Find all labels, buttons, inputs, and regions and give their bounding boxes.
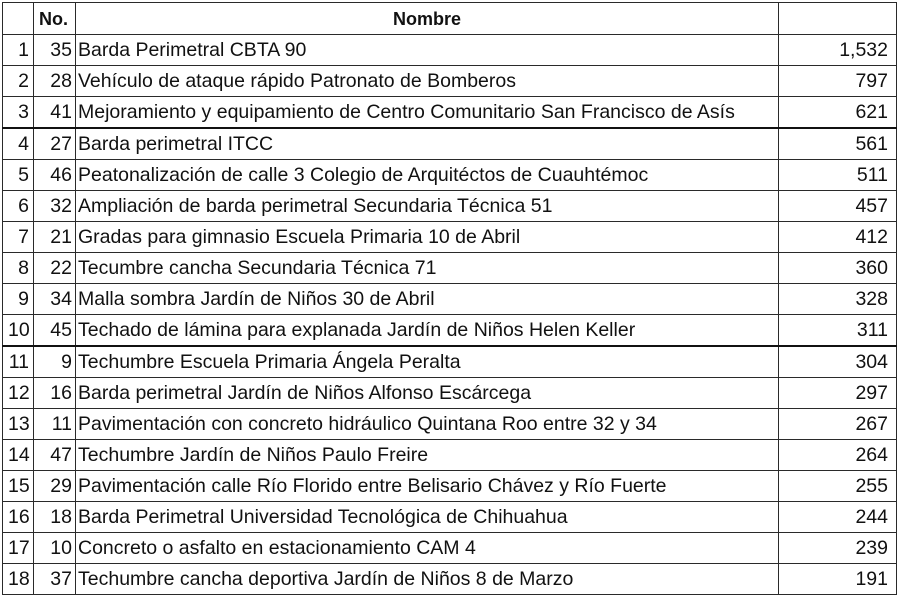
project-name-cell: Barda perimetral ITCC xyxy=(76,128,779,160)
project-number-cell: 10 xyxy=(34,533,76,564)
row-index-cell: 13 xyxy=(3,409,34,440)
project-number-cell: 22 xyxy=(34,253,76,284)
project-number-cell: 29 xyxy=(34,471,76,502)
project-name-cell: Peatonalización de calle 3 Colegio de Arquitéctos de Cuauhtémoc xyxy=(76,160,779,191)
table-row xyxy=(3,66,897,97)
row-index-cell: 15 xyxy=(3,471,34,502)
project-number-cell: 28 xyxy=(34,66,76,97)
row-index-cell: 17 xyxy=(3,533,34,564)
table-row xyxy=(3,564,897,595)
vote-count-cell: 244 xyxy=(779,502,897,533)
row-index-cell: 18 xyxy=(3,564,34,595)
table-row xyxy=(3,471,897,502)
vote-count-cell: 191 xyxy=(779,564,897,595)
project-name-cell: Tecumbre cancha Secundaria Técnica 71 xyxy=(76,253,779,284)
row-index-cell: 11 xyxy=(3,346,34,378)
vote-count-cell: 311 xyxy=(779,315,897,347)
row-index-cell: 10 xyxy=(3,315,34,347)
vote-count-cell: 621 xyxy=(779,97,897,129)
vote-count-cell: 267 xyxy=(779,409,897,440)
project-name-cell: Barda Perimetral Universidad Tecnológica de Chihuahua xyxy=(76,502,779,533)
project-name-cell: Concreto o asfalto en estacionamiento CAM 4 xyxy=(76,533,779,564)
row-index-cell: 3 xyxy=(3,97,34,129)
project-name-cell: Techumbre Escuela Primaria Ángela Peralta xyxy=(76,346,779,378)
row-index-cell: 12 xyxy=(3,378,34,409)
project-number-cell: 18 xyxy=(34,502,76,533)
row-index-cell: 1 xyxy=(3,35,34,66)
table-row xyxy=(3,440,897,471)
project-number-cell: 47 xyxy=(34,440,76,471)
header-name-cell: Nombre xyxy=(76,3,779,35)
vote-count-cell: 797 xyxy=(779,66,897,97)
vote-count-cell: 304 xyxy=(779,346,897,378)
vote-count-cell: 297 xyxy=(779,378,897,409)
row-index-cell: 9 xyxy=(3,284,34,315)
project-number-cell: 11 xyxy=(34,409,76,440)
project-name-cell: Techumbre Jardín de Niños Paulo Freire xyxy=(76,440,779,471)
project-number-cell: 21 xyxy=(34,222,76,253)
row-index-cell: 4 xyxy=(3,128,34,160)
table-row xyxy=(3,222,897,253)
project-number-cell: 37 xyxy=(34,564,76,595)
project-number-cell: 27 xyxy=(34,128,76,160)
row-index-cell: 6 xyxy=(3,191,34,222)
project-name-cell: Barda Perimetral CBTA 90 xyxy=(76,35,779,66)
project-name-cell: Techado de lámina para explanada Jardín de Niños Helen Keller xyxy=(76,315,779,347)
table-body xyxy=(3,35,897,595)
row-index-cell: 5 xyxy=(3,160,34,191)
project-name-cell: Vehículo de ataque rápido Patronato de Bomberos xyxy=(76,66,779,97)
table-row xyxy=(3,378,897,409)
project-name-cell: Mejoramiento y equipamiento de Centro Comunitario San Francisco de Asís xyxy=(76,97,779,129)
project-number-cell: 34 xyxy=(34,284,76,315)
project-name-cell: Ampliación de barda perimetral Secundaria Técnica 51 xyxy=(76,191,779,222)
table-row xyxy=(3,191,897,222)
table-row xyxy=(3,97,897,129)
vote-count-cell: 360 xyxy=(779,253,897,284)
project-name-cell: Pavimentación calle Río Florido entre Belisario Chávez y Río Fuerte xyxy=(76,471,779,502)
table-row xyxy=(3,253,897,284)
project-name-cell: Gradas para gimnasio Escuela Primaria 10 de Abril xyxy=(76,222,779,253)
vote-count-cell: 239 xyxy=(779,533,897,564)
table-row xyxy=(3,346,897,378)
table-row xyxy=(3,35,897,66)
vote-count-cell: 511 xyxy=(779,160,897,191)
vote-count-cell: 1,532 xyxy=(779,35,897,66)
project-number-cell: 35 xyxy=(34,35,76,66)
project-number-cell: 32 xyxy=(34,191,76,222)
header-row xyxy=(3,3,897,35)
projects-table xyxy=(2,2,897,595)
header-no-cell: No. xyxy=(34,3,76,35)
table-row xyxy=(3,128,897,160)
table-row xyxy=(3,502,897,533)
row-index-cell: 14 xyxy=(3,440,34,471)
project-name-cell: Barda perimetral Jardín de Niños Alfonso Escárcega xyxy=(76,378,779,409)
row-index-cell: 2 xyxy=(3,66,34,97)
project-number-cell: 41 xyxy=(34,97,76,129)
project-number-cell: 16 xyxy=(34,378,76,409)
project-name-cell: Malla sombra Jardín de Niños 30 de Abril xyxy=(76,284,779,315)
table-row xyxy=(3,533,897,564)
row-index-cell: 8 xyxy=(3,253,34,284)
project-name-cell: Techumbre cancha deportiva Jardín de Niños 8 de Marzo xyxy=(76,564,779,595)
project-number-cell: 45 xyxy=(34,315,76,347)
vote-count-cell: 561 xyxy=(779,128,897,160)
row-index-cell: 7 xyxy=(3,222,34,253)
header-index-cell xyxy=(3,3,34,35)
row-index-cell: 16 xyxy=(3,502,34,533)
table-row xyxy=(3,284,897,315)
project-number-cell: 9 xyxy=(34,346,76,378)
table-row xyxy=(3,409,897,440)
vote-count-cell: 457 xyxy=(779,191,897,222)
table-row xyxy=(3,315,897,347)
vote-count-cell: 255 xyxy=(779,471,897,502)
table-row xyxy=(3,160,897,191)
project-name-cell: Pavimentación con concreto hidráulico Quintana Roo entre 32 y 34 xyxy=(76,409,779,440)
header-value-cell xyxy=(779,3,897,35)
vote-count-cell: 412 xyxy=(779,222,897,253)
vote-count-cell: 328 xyxy=(779,284,897,315)
project-number-cell: 46 xyxy=(34,160,76,191)
vote-count-cell: 264 xyxy=(779,440,897,471)
